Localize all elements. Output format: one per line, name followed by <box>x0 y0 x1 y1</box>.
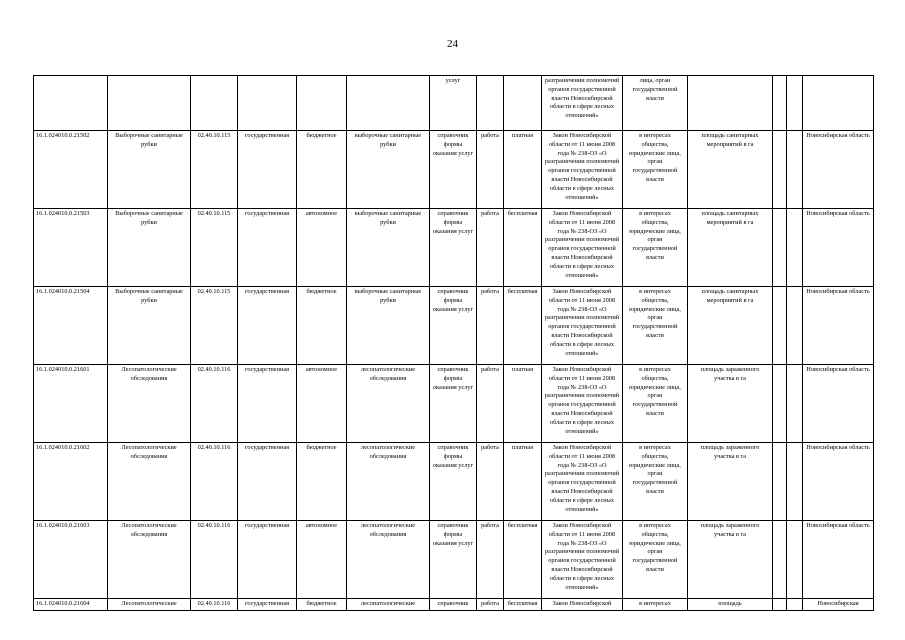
cell-okved: 02.40.10.116 <box>191 521 238 599</box>
cell-unit: площадь санитарных мероприятий в га <box>688 287 773 365</box>
cell-empty <box>297 76 347 131</box>
cell-content: выборочные санитарные рубки <box>347 287 430 365</box>
cell-institution: автономное <box>297 521 347 599</box>
table-row <box>34 209 874 287</box>
cell-institution: бюджетное <box>297 131 347 209</box>
cell-unit: площадь санитарных мероприятий в га <box>688 209 773 287</box>
cell-kind: работа <box>477 131 504 209</box>
cell-kind: работа <box>477 443 504 521</box>
cell-type: государственная <box>238 287 297 365</box>
cell-law: разграничении полномочий органов государственной власти Новосибирской области в сфере лесных отношений» <box>542 76 623 131</box>
cell-form: справочник формы оказания услуг <box>430 365 477 443</box>
cell-interests: в интересах общества, юридические лица, орган государственной власти <box>623 365 688 443</box>
cell-empty <box>787 365 803 443</box>
cell-empty <box>773 131 787 209</box>
cell-institution: бюджетное <box>297 443 347 521</box>
table-row-continued <box>34 76 874 131</box>
table-body <box>34 76 874 611</box>
cell-empty <box>773 287 787 365</box>
cell-content: лесопатологические обследования <box>347 443 430 521</box>
cell-empty <box>688 76 773 131</box>
cell-name: Лесопатологические обследования <box>108 365 191 443</box>
cell-region: Новосибирская область <box>803 521 874 599</box>
cell-code: 16.1.024010.0.21504 <box>34 287 108 365</box>
table-row-partial <box>34 599 874 611</box>
cell-form: услуг <box>430 76 477 131</box>
cell-code: 16.1.024010.0.21602 <box>34 443 108 521</box>
cell-code: 16.1.024010.0.21601 <box>34 365 108 443</box>
cell-content: выборочные санитарные рубки <box>347 131 430 209</box>
cell-type: государственная <box>238 365 297 443</box>
cell-region: Новосибирская область <box>803 287 874 365</box>
cell-content: лесопатологические обследования <box>347 365 430 443</box>
cell-code: 16.1.024010.0.21502 <box>34 131 108 209</box>
cell-empty <box>803 76 874 131</box>
cell-law: Закон Новосибирской области от 11 июня 2008 года № 238-ОЗ «О разграничении полномочий органов государственной власти Новосибирской области в сфере лесных отношений» <box>542 131 623 209</box>
cell-empty <box>787 131 803 209</box>
cell-form: справочник <box>430 599 477 611</box>
cell-okved: 02.40.10.115 <box>191 209 238 287</box>
cell-law: Закон Новосибирской области от 11 июня 2008 года № 238-ОЗ «О разграничении полномочий органов государственной власти Новосибирской области в сфере лесных отношений» <box>542 287 623 365</box>
cell-empty <box>787 521 803 599</box>
table-row <box>34 131 874 209</box>
cell-unit: площадь зараженного участка в га <box>688 443 773 521</box>
cell-empty <box>787 599 803 611</box>
cell-pay: бесплатная <box>504 287 542 365</box>
cell-interests: в интересах <box>623 599 688 611</box>
cell-empty <box>347 76 430 131</box>
table-row <box>34 365 874 443</box>
cell-institution: автономное <box>297 209 347 287</box>
cell-kind: работа <box>477 287 504 365</box>
cell-type: государственная <box>238 521 297 599</box>
cell-unit: площадь зараженного участка в га <box>688 365 773 443</box>
cell-okved: 02.40.10.115 <box>191 131 238 209</box>
cell-interests: лица, орган государственной власти <box>623 76 688 131</box>
cell-okved: 02.40.10.115 <box>191 287 238 365</box>
cell-region: Новосибирская область <box>803 209 874 287</box>
cell-form: справочник формы оказания услуг <box>430 287 477 365</box>
cell-content: лесопатологические <box>347 599 430 611</box>
cell-empty <box>787 287 803 365</box>
cell-empty <box>787 209 803 287</box>
cell-okved: 02.40.10.116 <box>191 365 238 443</box>
cell-type: государственная <box>238 131 297 209</box>
cell-empty <box>238 76 297 131</box>
cell-unit: площадь зараженного участка в га <box>688 521 773 599</box>
services-registry-table <box>33 75 874 611</box>
cell-region: Новосибирская область <box>803 365 874 443</box>
cell-name: Лесопатологические <box>108 599 191 611</box>
cell-institution: бюджетное <box>297 287 347 365</box>
cell-interests: в интересах общества, юридические лица, орган государственной власти <box>623 209 688 287</box>
cell-empty <box>191 76 238 131</box>
cell-empty <box>787 76 803 131</box>
cell-pay: платная <box>504 131 542 209</box>
cell-name: Выборочные санитарные рубки <box>108 131 191 209</box>
cell-pay: платная <box>504 443 542 521</box>
cell-type: государственная <box>238 443 297 521</box>
table-row <box>34 443 874 521</box>
cell-form: справочник формы оказания услуг <box>430 521 477 599</box>
cell-interests: в интересах общества, юридические лица, орган государственной власти <box>623 131 688 209</box>
cell-content: выборочные санитарные рубки <box>347 209 430 287</box>
cell-unit: площадь <box>688 599 773 611</box>
cell-empty <box>787 443 803 521</box>
cell-law: Закон Новосибирской области от 11 июня 2008 года № 238-ОЗ «О разграничении полномочий органов государственной власти Новосибирской области в сфере лесных отношений» <box>542 521 623 599</box>
cell-content: лесопатологические обследования <box>347 521 430 599</box>
cell-interests: в интересах общества, юридические лица, орган государственной власти <box>623 443 688 521</box>
cell-name: Лесопатологические обследования <box>108 521 191 599</box>
cell-empty <box>773 599 787 611</box>
cell-form: справочник формы оказания услуг <box>430 209 477 287</box>
cell-kind: работа <box>477 599 504 611</box>
cell-interests: в интересах общества, юридические лица, орган государственной власти <box>623 287 688 365</box>
table-row <box>34 287 874 365</box>
cell-form: справочник формы оказания услуг <box>430 443 477 521</box>
cell-name: Лесопатологические обследования <box>108 443 191 521</box>
cell-region: Новосибирская область <box>803 443 874 521</box>
cell-institution: бюджетное <box>297 599 347 611</box>
cell-law: Закон Новосибирской области от 11 июня 2008 года № 238-ОЗ «О разграничении полномочий органов государственной власти Новосибирской области в сфере лесных отношений» <box>542 365 623 443</box>
cell-region: Новосибирская область <box>803 131 874 209</box>
cell-name: Выборочные санитарные рубки <box>108 209 191 287</box>
cell-type: государственная <box>238 599 297 611</box>
cell-unit: площадь санитарных мероприятий в га <box>688 131 773 209</box>
cell-empty <box>773 521 787 599</box>
cell-pay: бесплатная <box>504 599 542 611</box>
cell-institution: автономное <box>297 365 347 443</box>
cell-code: 16.1.024010.0.21503 <box>34 209 108 287</box>
cell-empty <box>504 76 542 131</box>
cell-empty <box>773 76 787 131</box>
cell-empty <box>108 76 191 131</box>
cell-law: Закон Новосибирской области от 11 июня 2008 года № 238-ОЗ «О разграничении полномочий органов государственной власти Новосибирской области в сфере лесных отношений» <box>542 443 623 521</box>
cell-okved: 02.40.10.116 <box>191 443 238 521</box>
cell-empty <box>477 76 504 131</box>
cell-name: Выборочные санитарные рубки <box>108 287 191 365</box>
page-number: 24 <box>447 38 458 50</box>
cell-empty <box>773 209 787 287</box>
cell-okved: 02.40.10.116 <box>191 599 238 611</box>
cell-pay: бесплатная <box>504 521 542 599</box>
cell-kind: работа <box>477 521 504 599</box>
cell-empty <box>34 76 108 131</box>
cell-law: Закон Новосибирской области от 11 июня 2008 года № 238-ОЗ «О разграничении полномочий органов государственной власти Новосибирской области в сфере лесных отношений» <box>542 209 623 287</box>
cell-empty <box>773 365 787 443</box>
cell-code: 16.1.024010.0.21603 <box>34 521 108 599</box>
cell-empty <box>773 443 787 521</box>
cell-form: справочник формы оказания услуг <box>430 131 477 209</box>
cell-region: Новосибирская <box>803 599 874 611</box>
cell-kind: работа <box>477 365 504 443</box>
cell-code: 16.1.024010.0.21604 <box>34 599 108 611</box>
cell-pay: бесплатная <box>504 209 542 287</box>
cell-kind: работа <box>477 209 504 287</box>
cell-pay: платная <box>504 365 542 443</box>
cell-type: государственная <box>238 209 297 287</box>
cell-interests: в интересах общества, юридические лица, орган государственной власти <box>623 521 688 599</box>
cell-law: Закон Новосибирской <box>542 599 623 611</box>
table-row <box>34 521 874 599</box>
